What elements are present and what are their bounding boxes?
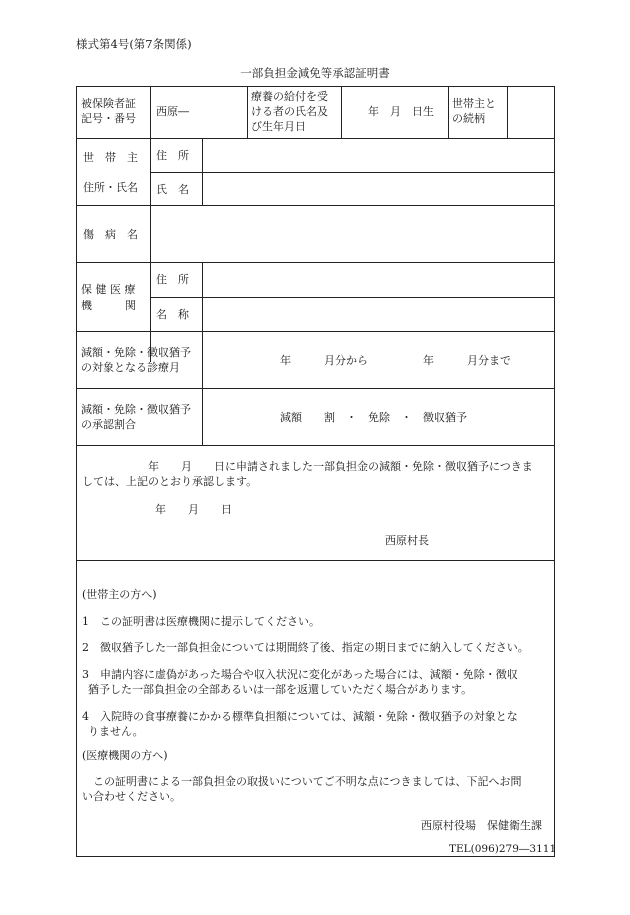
approval-date[interactable]: 年 月 日 <box>155 503 232 516</box>
institution-label-line2: 機 関 <box>81 299 136 312</box>
rule-v-recipient-left <box>247 86 248 138</box>
householder-name-label: 氏 名 <box>156 183 189 196</box>
institution-address-label: 住 所 <box>156 273 189 286</box>
householder-name-field[interactable] <box>205 176 551 202</box>
institution-name-label: 名 称 <box>156 308 189 321</box>
householder-label-line2: 住所・氏名 <box>83 181 138 194</box>
ratio-label-line1: 減額・免除・徴収猶予 <box>81 403 191 416</box>
note-item-3-line1: 3 申請内容に虚偽があった場合や収入状況に変化があった場合には、減額・免除・徴収 <box>82 668 518 681</box>
institution-label-line1: 保 健 医 療 <box>81 283 136 296</box>
relation-label <box>452 96 496 126</box>
ratio-label-line2: の承認割合 <box>81 418 136 431</box>
period-value[interactable]: 年 月分から 年 月分まで <box>280 354 511 367</box>
recipient-label-line2: ける者の氏名及 <box>251 105 328 118</box>
rule-v-relation-right <box>507 86 508 138</box>
insured-number-label <box>81 96 136 126</box>
period-label <box>81 345 191 375</box>
document-title: 一部負担金減免等承認証明書 <box>240 66 390 80</box>
period-label-line2: の対象となる診療月 <box>81 361 180 374</box>
note-item-3-line2: 猶予した一部負担金の全部あるいは一部を返還していただく場合があります。 <box>88 683 473 696</box>
householder-label-line1: 世 帯 主 <box>83 151 138 164</box>
insured-number-value[interactable]: 西原― <box>156 105 189 118</box>
approval-text-line1: 年 月 日に申請されました一部負担金の減額・免除・徴収猶予につきま <box>82 460 533 473</box>
inquiry-text-line1: この証明書による一部負担金の取扱いについてご不明な点につきましては、下記へお問 <box>82 775 522 788</box>
rule-v-sublabel-col-2 <box>202 262 203 331</box>
insured-number-label-line2: 記号・番号 <box>81 112 136 125</box>
ratio-value[interactable]: 減額 割 ・ 免除 ・ 徴収猶予 <box>280 411 467 424</box>
rule-householder-mid <box>150 172 555 173</box>
rule-disease-bottom <box>76 262 555 263</box>
rule-v-recipient-right <box>341 86 342 138</box>
disease-field[interactable] <box>154 209 551 258</box>
rule-period-bottom <box>76 388 555 389</box>
recipient-label <box>251 89 328 134</box>
householder-address-label: 住 所 <box>156 149 189 162</box>
relation-label-line2: の続柄 <box>452 112 485 125</box>
rule-v-relation-left <box>448 86 449 138</box>
institution-notes-heading: (医療機関の方へ) <box>82 749 168 762</box>
householder-address-field[interactable] <box>205 142 551 168</box>
rule-row1-bottom <box>76 138 555 139</box>
rule-householder-bottom <box>76 205 555 206</box>
birth-date-field[interactable]: 年 月 日生 <box>368 105 434 118</box>
period-label-line1: 減額・免除・徴収猶予 <box>81 346 191 359</box>
rule-v-label-col <box>150 86 151 362</box>
institution-name-field[interactable] <box>205 301 551 327</box>
institution-address-field[interactable] <box>205 266 551 293</box>
rule-institution-mid <box>150 297 555 298</box>
rule-ratio-bottom <box>76 445 555 446</box>
rule-v-sublabel-col <box>202 138 203 205</box>
form-number: 様式第4号(第7条関係) <box>76 37 192 51</box>
approval-text-line2: しては、上記のとおり承認します。 <box>82 475 258 488</box>
rule-v-period-col <box>202 331 203 445</box>
rule-approval-bottom <box>76 560 555 561</box>
contact-office: 西原村役場 保健衛生課 <box>421 819 542 832</box>
note-item-1: 1 この証明書は医療機関に提示してください。 <box>82 615 320 628</box>
recipient-label-line1: 療養の給付を受 <box>251 90 328 103</box>
inquiry-text-line2: い合わせください。 <box>82 790 181 803</box>
householder-notes-heading: (世帯主の方へ) <box>82 588 157 601</box>
relation-value[interactable] <box>510 96 552 132</box>
recipient-label-line3: び生年月日 <box>251 120 306 133</box>
disease-label: 傷 病 名 <box>83 228 138 241</box>
contact-telephone: TEL(096)279―3111 <box>449 843 557 855</box>
note-item-2: 2 徴収猶予した一部負担金については期間終了後、指定の期日までに納入してください。 <box>82 641 529 654</box>
relation-label-line1: 世帯主と <box>452 97 496 110</box>
note-item-4-line2: りません。 <box>88 725 144 738</box>
note-item-4-line1: 4 入院時の食事療養にかかる標準負担額については、減額・免除・徴収猶予の対象とな <box>82 710 518 723</box>
insured-number-label-line1: 被保険者証 <box>81 97 136 110</box>
rule-institution-bottom <box>76 331 555 332</box>
approval-issuer: 西原村長 <box>385 534 429 547</box>
ratio-label <box>81 402 191 432</box>
